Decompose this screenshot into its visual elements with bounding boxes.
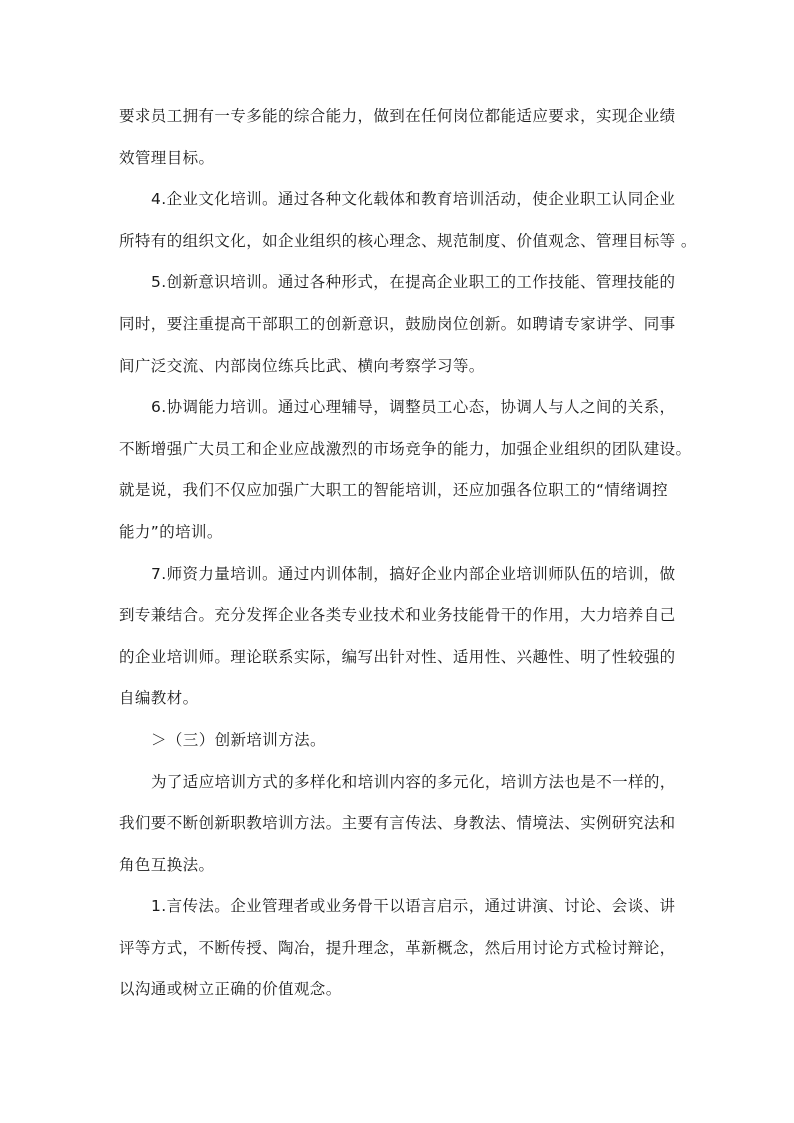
text-line: 评等方式，不断传授、陶冶，提升理念，革新概念，然后用讨论方式检讨辩论， — [119, 938, 676, 957]
paragraph-first-line: 4.企业文化培训。通过各种文化载体和教育培训活动，使企业职工认同企业 — [151, 190, 676, 209]
paragraph-first-line: 为了适应培训方式的多样化和培训内容的多元化，培训方法也是不一样的， — [151, 772, 676, 791]
text-line: 就是说，我们不仅应加强广大职工的智能培训，还应加强各位职工的“情绪调控 — [119, 481, 669, 500]
text-line: 自编教材。 — [119, 689, 199, 708]
text-line: 所特有的组织文化，如企业组织的核心理念、规范制度、价值观念、管理目标等 。 — [119, 231, 697, 250]
text-line: 效管理目标。 — [119, 148, 215, 167]
text-line: 角色互换法。 — [119, 855, 215, 874]
paragraph-first-line: 5.创新意识培训。通过各种形式，在提高企业职工的工作技能、管理技能的 — [151, 273, 676, 292]
text-line: 能力”的培训。 — [119, 522, 223, 541]
paragraph-first-line: 1.言传法。企业管理者或业务骨干以语言启示，通过讲演、讨论、会谈、讲 — [151, 897, 676, 916]
text-line: 间广泛交流、内部岗位练兵比武、横向考察学习等。 — [119, 356, 485, 375]
text-line: 以沟通或树立正确的价值观念。 — [119, 980, 342, 999]
text-line: 到专兼结合。充分发挥企业各类专业技术和业务技能骨干的作用，大力培养自己 — [119, 606, 676, 625]
text-line: 不断增强广大员工和企业应战激烈的市场竞争的能力，加强企业组织的团队建设。 — [119, 439, 692, 458]
text-line: 我们要不断创新职教培训方法。主要有言传法、身教法、情境法、实例研究法和 — [119, 814, 676, 833]
text-line: 要求员工拥有一专多能的综合能力，做到在任何岗位都能适应要求，实现企业绩 — [119, 107, 676, 125]
text-line: 的企业培训师。理论联系实际，编写出针对性、适用性、兴趣性、明了性较强的 — [119, 647, 676, 666]
text-line: 同时，要注重提高干部职工的创新意识，鼓励岗位创新。如聘请专家讲学、同事 — [119, 314, 676, 333]
paragraph-first-line: 6.协调能力培训。通过心理辅导，调整员工心态，协调人与人之间的关系， — [151, 398, 676, 417]
paragraph-first-line: 7.师资力量培训。通过内训体制，搞好企业内部企业培训师队伍的培训，做 — [151, 564, 676, 583]
section-heading: ＞（三）创新培训方法。 — [151, 730, 326, 749]
document-body — [119, 98, 697, 1013]
